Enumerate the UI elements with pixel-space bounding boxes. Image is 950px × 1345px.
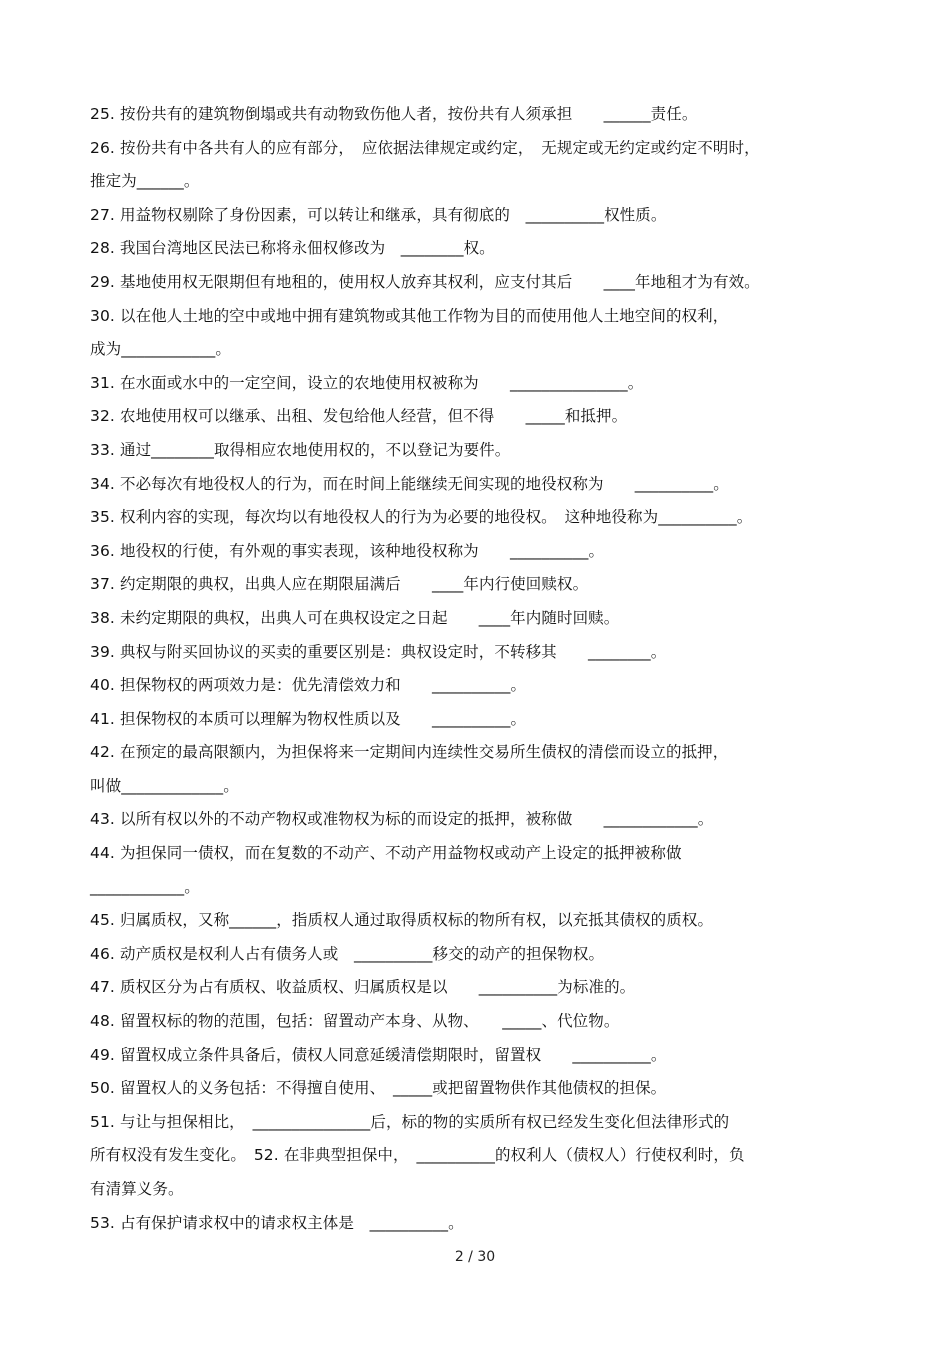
question-line: 25. 按份共有的建筑物倒塌或共有动物致伤他人者，按份共有人须承担 ______责任。: [90, 105, 698, 123]
question-line: 32. 农地使用权可以继承、出租、发包给他人经营，但不得 _____和抵押。: [90, 407, 628, 426]
question-line: 26. 按份共有中各共有人的应有部分， 应依据法律规定或约定， 无规定或无约定或约定不明时，: [90, 138, 760, 157]
question-line: 28. 我国台湾地区民法已称将永佃权修改为 ________权。: [90, 239, 495, 258]
question-line: 51. 与让与担保相比， _______________后，标的物的实质所有权已经发生变化但法律形式的: [90, 1112, 730, 1131]
question-line: 47. 质权区分为占有质权、收益质权、归属质权是以 __________为标准的。: [90, 978, 636, 997]
question-line: 成为____________。: [90, 340, 232, 359]
question-line: 有清算义务。: [90, 1180, 184, 1198]
question-line: 45. 归属质权，又称______，指质权人通过取得质权标的物所有权，以充抵其债权的质权。: [90, 911, 714, 930]
question-line: 53. 占有保护请求权中的请求权主体是 __________。: [90, 1213, 464, 1232]
question-line: 43. 以所有权以外的不动产物权或准物权为标的而设定的抵押，被称做 ____________。: [90, 810, 714, 829]
question-line: 36. 地役权的行使，有外观的事实表现，该种地役权称为 __________。: [90, 541, 605, 560]
question-line: 40. 担保物权的两项效力是：优先清偿效力和 __________。: [90, 676, 527, 695]
question-line: 44. 为担保同一债权，而在复数的不动产、不动产用益物权或动产上设定的抵押被称做: [90, 844, 682, 863]
question-line: 27. 用益物权剔除了身份因素，可以转让和继承，具有彻底的 __________权性质。: [90, 205, 667, 224]
page-number: 2 / 30: [454, 1249, 496, 1265]
question-line: 42. 在预定的最高限额内，为担保将来一定期间内连续性交易所生债权的清偿而设立的抵押，: [90, 743, 729, 762]
question-line: 50. 留置权人的义务包括：不得擅自使用、 _____或把留置物供作其他债权的担保。: [90, 1079, 667, 1098]
question-line: ____________。: [90, 877, 200, 896]
question-line: 33. 通过________取得相应农地使用权的，不以登记为要件。: [90, 440, 511, 459]
question-line: 39. 典权与附买回协议的买卖的重要区别是：典权设定时，不转移其 ________。: [90, 642, 667, 661]
question-line: 35. 权利内容的实现，每次均以有地役权人的行为为必要的地役权。 这种地役称为__________。: [90, 508, 753, 527]
question-line: 46. 动产质权是权利人占有债务人或 __________移交的动产的担保物权。: [90, 944, 605, 963]
question-line: 37. 约定期限的典权，出典人应在期限届满后 ____年内行使回赎权。: [90, 575, 589, 594]
question-line: 31. 在水面或水中的一定空间，设立的农地使用权被称为 _______________。: [90, 373, 644, 392]
question-line: 29. 基地使用权无限期但有地租的，使用权人放弃其权利，应支付其后 ____年地租才为有效。: [90, 272, 760, 291]
question-line: 38. 未约定期限的典权，出典人可在典权设定之日起 ____年内随时回赎。: [90, 608, 620, 627]
question-line: 30. 以在他人土地的空中或地中拥有建筑物或其他工作物为目的而使用他人土地空间的权利，: [90, 306, 729, 325]
question-line: 41. 担保物权的本质可以理解为物权性质以及 __________。: [90, 709, 527, 728]
question-line: 推定为______。: [90, 172, 200, 191]
question-line: 34. 不必每次有地役权人的行为，而在时间上能继续无间实现的地役权称为 __________。: [90, 474, 729, 493]
question-line: 48. 留置权标的物的范围，包括：留置动产本身、从物、 _____、代位物。: [90, 1012, 620, 1031]
question-line: 49. 留置权成立条件具备后，债权人同意延缓清偿期限时，留置权 __________。: [90, 1045, 667, 1064]
question-line: 叫做_____________。: [90, 776, 239, 795]
question-list: [90, 98, 860, 1240]
question-line: 所有权没有发生变化。 52. 在非典型担保中， __________的权利人（债权人）行使权利时，负: [90, 1146, 745, 1165]
